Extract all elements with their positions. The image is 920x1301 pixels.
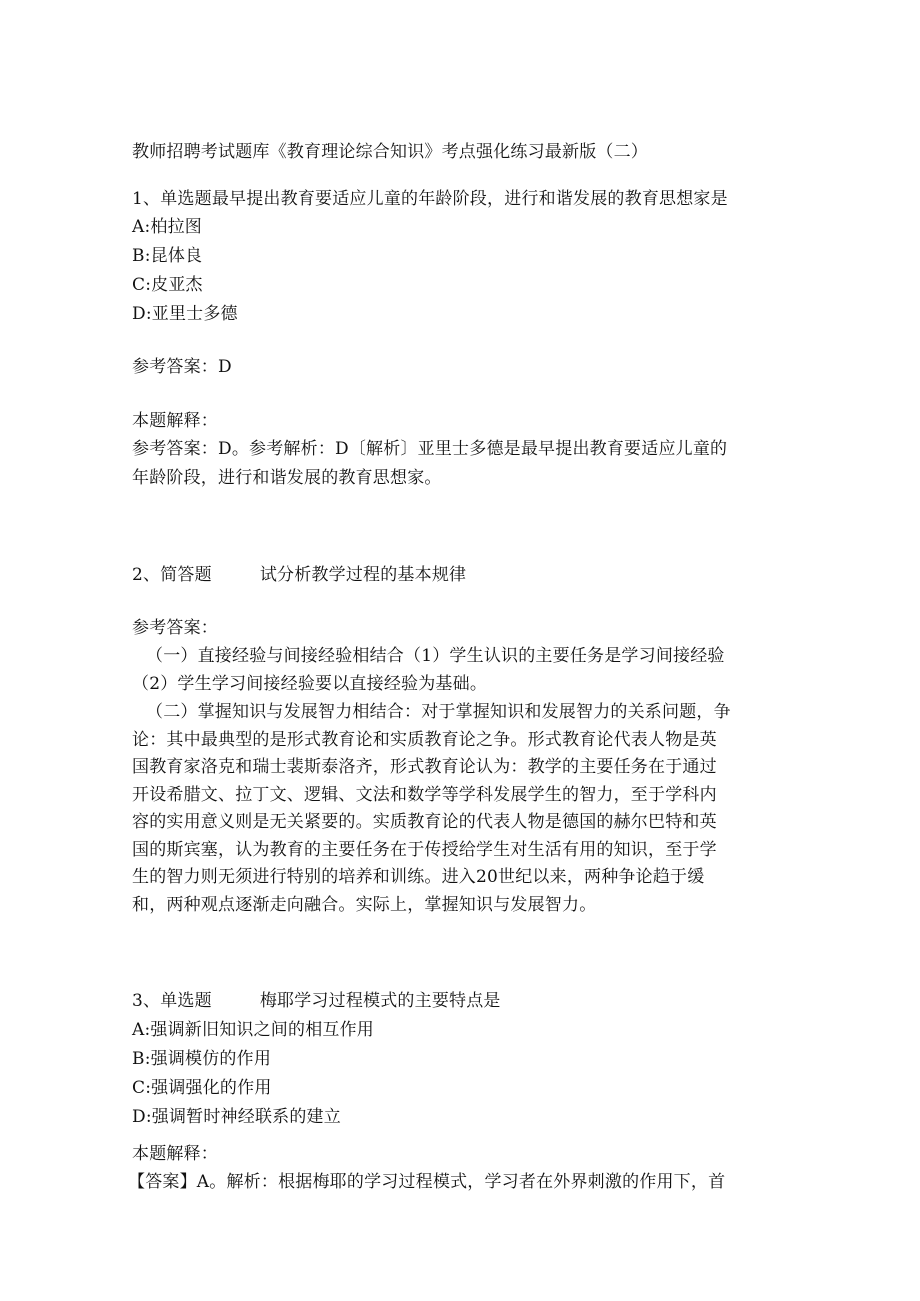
- q2-para1-line: （一）直接经验与间接经验相结合（1）学生认识的主要任务是学习间接经验: [146, 646, 725, 666]
- q2-para2-line: 开设希腊文、拉丁文、逻辑、文法和数学等学科发展学生的智力，至于学科内: [132, 785, 717, 805]
- q2-para2-line: 国的斯宾塞，认为教育的主要任务在于传授给学生对生活有用的知识，至于学: [132, 840, 717, 860]
- q3-heading: [132, 989, 501, 1013]
- q2-stem: 试分析教学过程的基本规律: [259, 565, 467, 585]
- q3-option-c: C:强调强化的作用: [132, 1078, 272, 1098]
- q2-para2-line: 国教育家洛克和瑞士裴斯泰洛齐，形式教育论认为：教学的主要任务在于通过: [132, 757, 717, 777]
- q1-option-c: C:皮亚杰: [132, 275, 203, 295]
- q2-para2-line: 论：其中最典型的是形式教育论和实质教育论之争。形式教育论代表人物是英: [132, 730, 717, 750]
- q3-option-b: B:强调模仿的作用: [132, 1049, 272, 1069]
- q1-option-d: D:亚里士多德: [132, 304, 238, 324]
- q2-para2-line: （二）掌握知识与发展智力相结合：对于掌握知识和发展智力的关系问题，争: [146, 702, 731, 722]
- q1-answer: 参考答案：D: [132, 357, 232, 377]
- q3-explain-line: 【答案】A。解析：根据梅耶的学习过程模式，学习者在外界刺激的作用下，首: [128, 1172, 726, 1192]
- q2-answer-label: 参考答案：: [132, 618, 218, 638]
- q1-explain-label: 本题解释：: [132, 411, 218, 431]
- q3-option-a: A:强调新旧知识之间的相互作用: [132, 1020, 375, 1040]
- q2-heading: [132, 563, 466, 587]
- document-title: 教师招聘考试题库《教育理论综合知识》考点强化练习最新版（二）: [132, 142, 648, 162]
- q1-option-b: B:昆体良: [132, 246, 203, 266]
- q2-number-type: 2、简答题: [132, 565, 212, 585]
- q3-stem: 梅耶学习过程模式的主要特点是: [259, 991, 501, 1011]
- q3-number-type: 3、单选题: [132, 991, 212, 1011]
- q2-para1-line: （2）学生学习间接经验要以直接经验为基础。: [132, 674, 488, 694]
- q1-option-a: A:柏拉图: [132, 217, 203, 237]
- q1-explain-line: 参考答案：D。参考解析：D〔解析〕亚里士多德是最早提出教育要适应儿童的: [132, 439, 728, 459]
- q1-explain-line: 年龄阶段，进行和谐发展的教育思想家。: [132, 468, 442, 488]
- q2-para2-line: 和，两种观点逐渐走向融合。实际上，掌握知识与发展智力。: [132, 895, 597, 915]
- q2-para2-line: 容的实用意义则是无关紧要的。实质教育论的代表人物是德国的赫尔巴特和英: [132, 812, 717, 832]
- q3-option-d: D:强调暂时神经联系的建立: [132, 1107, 341, 1127]
- q1-stem: 1、单选题最早提出教育要适应儿童的年龄阶段，进行和谐发展的教育思想家是: [132, 189, 728, 209]
- q3-explain-label: 本题解释：: [132, 1144, 218, 1164]
- q2-para2-line: 生的智力则无须进行特别的培养和训练。进入20世纪以来，两种争论趋于缓: [132, 867, 705, 887]
